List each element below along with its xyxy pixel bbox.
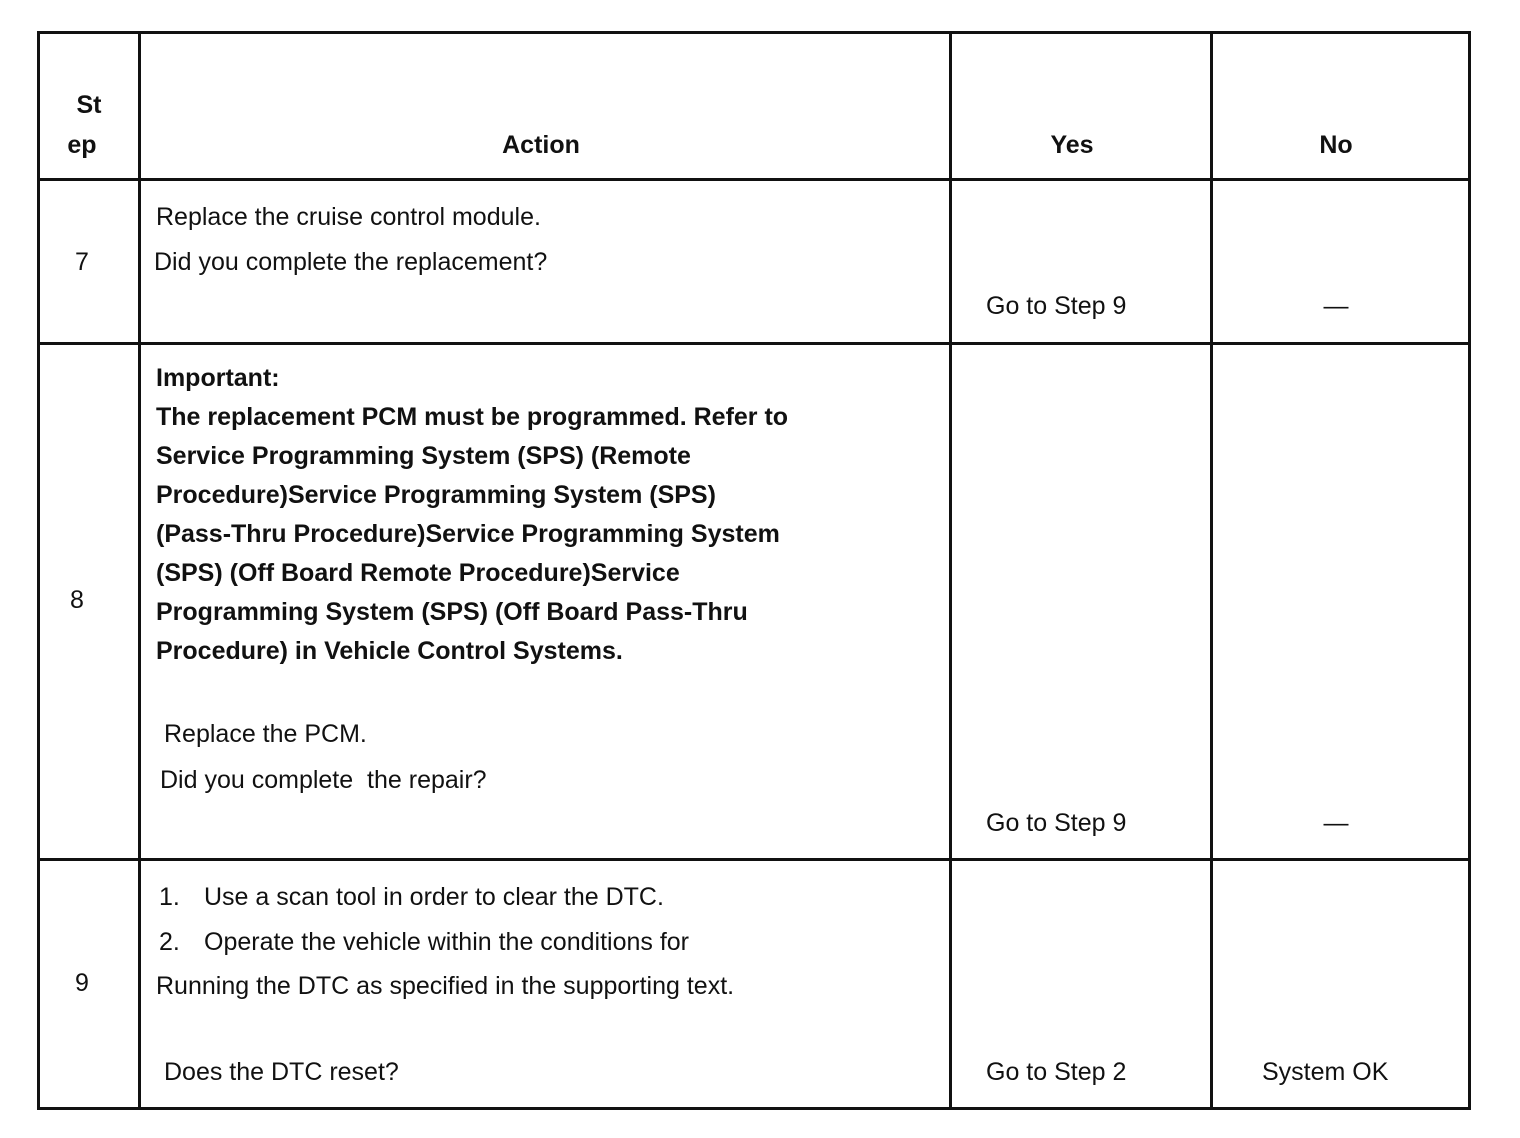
row-divider-7-8 [37, 342, 1471, 345]
step-number-9: 9 [75, 969, 89, 997]
row8-yes-result: Go to Step 9 [986, 809, 1127, 837]
row9-continuation: Running the DTC as specified in the supporting text. [156, 972, 735, 1000]
important-line: The replacement PCM must be programmed. Refer to [156, 403, 789, 431]
row8-action-line1: Replace the PCM. [164, 720, 367, 748]
step-number-8: 8 [70, 586, 84, 614]
row9-list-text-2: Operate the vehicle within the conditions for [204, 928, 689, 956]
row7-action-line1: Replace the cruise control module. [156, 203, 541, 231]
header-step-part1: St [76, 91, 102, 119]
header-no: No [1319, 131, 1353, 159]
header-divider [37, 178, 1471, 181]
table-border-right [1468, 31, 1471, 1110]
important-line: Programming System (SPS) (Off Board Pass-Thru [156, 598, 748, 626]
header-step-part2: ep [67, 131, 97, 159]
header-action: Action [502, 131, 580, 159]
column-divider-action-yes [949, 31, 952, 1110]
column-divider-step-action [138, 31, 141, 1110]
row8-no-result: — [1323, 809, 1349, 837]
important-line: (SPS) (Off Board Remote Procedure)Service [156, 559, 680, 587]
row9-no-result: System OK [1262, 1058, 1389, 1086]
row7-action-line2: Did you complete the replacement? [154, 248, 548, 276]
row9-yes-result: Go to Step 2 [986, 1058, 1127, 1086]
step-number-7: 7 [75, 248, 89, 276]
header-yes: Yes [1050, 131, 1094, 159]
row9-list-text-1: Use a scan tool in order to clear the DTC. [204, 883, 664, 911]
important-line: Procedure) in Vehicle Control Systems. [156, 637, 623, 665]
row-divider-8-9 [37, 858, 1471, 861]
column-divider-yes-no [1210, 31, 1213, 1110]
important-line: Procedure)Service Programming System (SPS) [156, 481, 716, 509]
important-line: (Pass-Thru Procedure)Service Programming System [156, 520, 780, 548]
row9-list-number-2: 2. [159, 928, 180, 956]
table-border-bottom [37, 1107, 1471, 1110]
row9-question: Does the DTC reset? [164, 1058, 399, 1086]
table-border-top [37, 31, 1471, 34]
important-line: Service Programming System (SPS) (Remote [156, 442, 691, 470]
table-border-left [37, 31, 40, 1110]
important-label: Important: [156, 364, 280, 392]
row7-no-result: — [1323, 292, 1349, 320]
procedure-table [37, 31, 1471, 1110]
row9-list-number-1: 1. [159, 883, 180, 911]
row8-important-note [156, 359, 788, 671]
row8-action-line2: Did you complete the repair? [160, 766, 487, 794]
row7-yes-result: Go to Step 9 [986, 292, 1127, 320]
